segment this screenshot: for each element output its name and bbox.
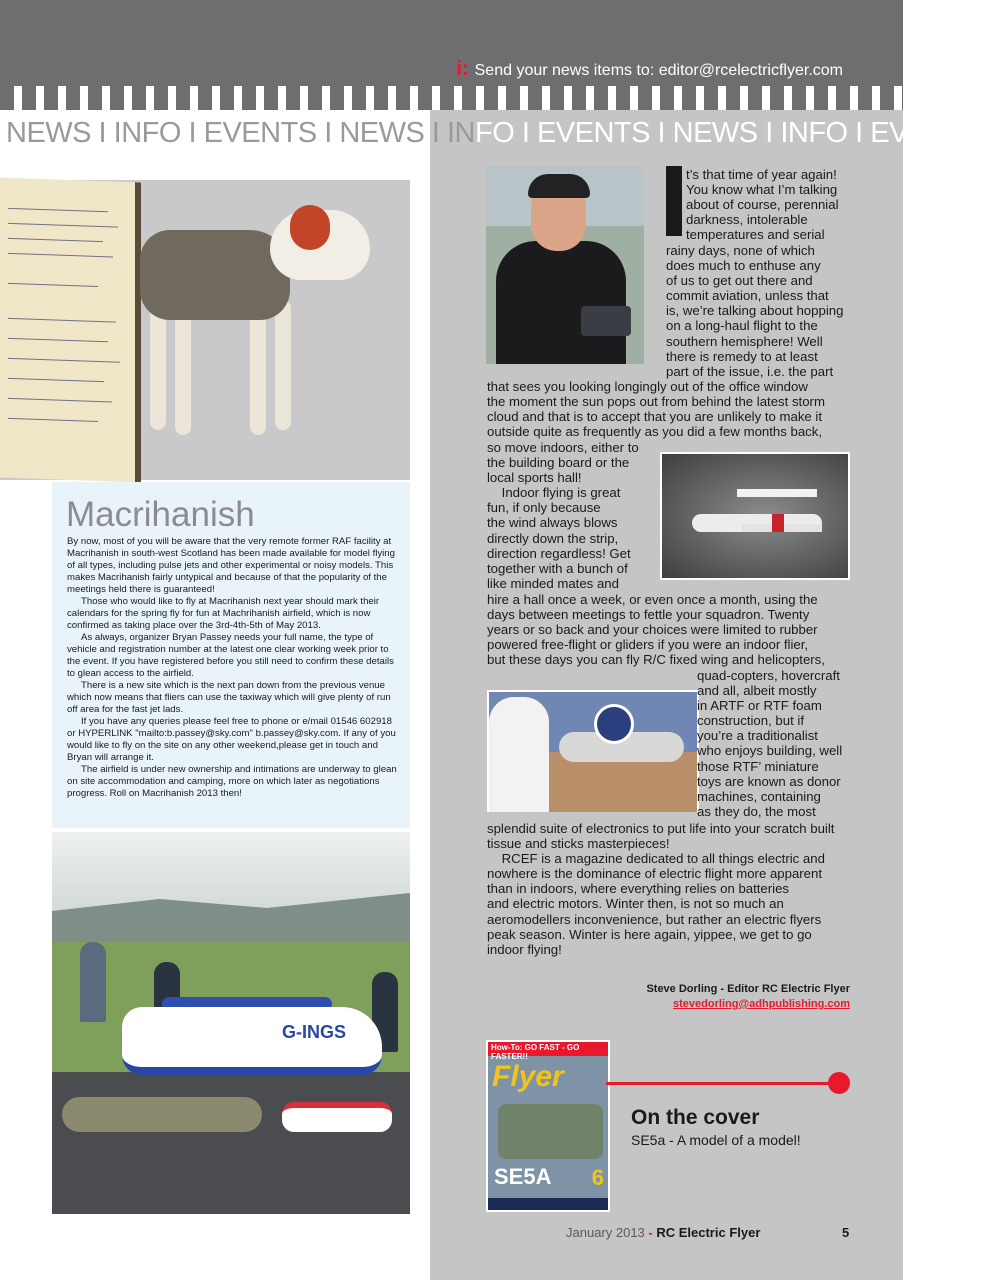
article-line: powered free-flight or gliders if you were an indoor flier, [487, 637, 809, 653]
article-line: local sports hall! [487, 470, 582, 486]
sidebar-paragraph: The airfield is under new ownership and intimations are underway to glean on site accommodation and camping, more on which later as negotiations progress. Roll on Macrihanish 2013 then! [67, 764, 397, 799]
page-footer [566, 1225, 760, 1240]
article-line: tissue and sticks masterpieces! [487, 836, 670, 852]
article-line: machines, containing [697, 788, 821, 804]
article-line: than in indoors, where everything relies on batteries [487, 881, 790, 897]
transmitter [581, 306, 631, 336]
logbook-page [0, 178, 141, 483]
article-line: nowhere is the dominance of electric flight more apparent [487, 866, 822, 882]
article-line: outside quite as frequently as you did a few months back, [487, 424, 823, 440]
article-line: quad-copters, hovercraft [697, 668, 840, 683]
sidebar-paragraph: By now, most of you will be aware that the very remote former RAF facility at Macrihanish in south-west Scotland has been made available for model flying of all types, including pulse jets and other experimental or noisy models. This makes Macrihanish fairly untypical and because of that the popularity of the meetings held there is guaranteed! [67, 536, 395, 595]
article-line: about of course, perennial [686, 197, 839, 213]
film-strip-divider [0, 86, 903, 110]
plane-registration: G-INGS [282, 1022, 347, 1042]
article-line: You know what I’m talking [686, 182, 838, 198]
article-block [487, 440, 639, 591]
article-line: so move indoors, either to [487, 440, 639, 455]
article-line: does much to enthuse any [666, 258, 821, 274]
sidebar-paragraph: If you have any queries please feel free to phone or e/mail 01546 602918 or HYPERLINK "mailto:b.passey@sky.com" b.passey@sky.com. If any of you would like to fly on the site on any other weekend,please get in touch and Bryan will arrange it. [67, 716, 396, 763]
article-line: in ARTF or RTF foam [697, 698, 822, 714]
article-line: is, we’re talking about hopping [666, 303, 844, 319]
article-line: directly down the strip, [487, 530, 619, 546]
issue-date: January 2013 [566, 1225, 645, 1240]
article-line: cloud and that is to accept that you are unlikely to make it [487, 409, 823, 425]
sidebar-body [67, 536, 399, 800]
article-line: years or so back and your choices were limited to rubber [487, 622, 818, 638]
editor-signature: Steve Dorling - Editor RC Electric Flyer [646, 983, 850, 995]
article-line: construction, but if [697, 713, 805, 729]
airfield-photo [52, 832, 410, 1214]
person [80, 942, 106, 1022]
sidebar-paragraph: As always, organizer Bryan Passey needs your full name, the type of vehicle and registration number at the latest one clear working week prior to the event. If you have registered before you still need to confirm these details to glean access to the airfield. [67, 632, 394, 679]
info-icon: i: [456, 58, 469, 80]
article-line: the moment the sun pops out from behind the latest storm [487, 394, 825, 410]
article-line: but these days you can fly R/C fixed wing and helicopters, [487, 652, 825, 668]
drop-cap [666, 166, 682, 236]
dog-ear [290, 205, 330, 250]
article-line: Indoor flying is great [487, 485, 621, 501]
magazine-name: RC Electric Flyer [656, 1225, 761, 1240]
article-line: indoor flying! [487, 941, 562, 957]
article-line: splendid suite of electronics to put life into your scratch built [487, 821, 835, 836]
news-submission-line [456, 58, 843, 81]
article-line: there is remedy to at least [666, 348, 818, 364]
article-line: toys are known as donor [697, 773, 841, 789]
article-line: as they do, the most [697, 803, 816, 819]
cover-plane [498, 1104, 603, 1159]
article-block [666, 243, 843, 379]
article-block [697, 668, 842, 819]
article-line: days between meetings to fettle your squadron. Twenty [487, 607, 810, 623]
article-block [487, 821, 834, 957]
cover-bullet [828, 1072, 850, 1094]
article-block [487, 592, 825, 667]
model-plane [62, 1097, 262, 1132]
cover-top-count: 6 [591, 1165, 604, 1190]
article-line: darkness, intolerable [686, 212, 808, 228]
article-line: on a long-haul flight to the [666, 318, 818, 334]
biplane-photo [660, 452, 850, 580]
article-line: direction regardless! Get [487, 545, 631, 561]
article-line: aeromodellers inconvenience, but rather an electric flyers [487, 911, 822, 927]
article-line: t’s that time of year again! [686, 167, 837, 182]
page-number: 5 [842, 1225, 850, 1240]
article-line: the wind always blows [487, 515, 618, 531]
send-text: Send your news items to: editor@rcelectricflyer.com [474, 62, 843, 79]
article-line: southern hemisphere! Well [666, 333, 823, 349]
article-line: who enjoys building, well [697, 743, 843, 759]
roundel [594, 704, 634, 744]
article-line: and electric motors. Winter then, is not so much an [487, 896, 784, 912]
section-header-left: NEWS I INFO I EVENTS I NEWS I IN [6, 117, 475, 149]
sidebar-title: Macrihanish [66, 495, 255, 534]
magazine-cover [486, 1040, 610, 1212]
article-block [686, 167, 839, 242]
sidebar-paragraph: Those who would like to fly at Macrihanish next year should mark their calendars for the spring fly for fun at Machrihanish airfield, which is now confirmed as taking place over the 3rd-4th-5th of May 2013. [67, 596, 380, 631]
article-line: of us to get out there and [666, 273, 813, 289]
article-line: you’re a traditionalist [697, 728, 818, 744]
cover-divider [606, 1082, 840, 1085]
section-header-right: FO I EVENTS I NEWS I INFO I EVENTS [475, 117, 983, 149]
article-line: RCEF is a magazine dedicated to all things electric and [487, 851, 825, 867]
article-line: temperatures and serial [686, 227, 825, 243]
footer-separator: - [644, 1225, 657, 1240]
editor-email-link[interactable]: stevedorling@adhpublishing.com [673, 998, 850, 1010]
cover-title: On the cover [631, 1106, 760, 1129]
article-line: those RTF’ miniature [697, 758, 819, 774]
article-line: together with a bunch of [487, 560, 628, 576]
article-line: that sees you looking longingly out of the office window [487, 379, 808, 394]
cover-headline: SE5A [494, 1164, 552, 1189]
article-block [487, 379, 825, 439]
article-line: hire a hall once a week, or even once a month, using the [487, 592, 818, 607]
cover-subtitle: SE5a - A model of a model! [631, 1132, 801, 1148]
section-header [6, 117, 983, 150]
article-line: the building board or the [487, 455, 630, 471]
article-line: peak season. Winter is here again, yippee, we get to go [487, 926, 812, 942]
article-line: and all, albeit mostly [697, 683, 817, 699]
cover-logo: Flyer [492, 1060, 564, 1093]
pilot-photo [486, 166, 644, 364]
cover-banner: How-To: GO FAST - GO FASTER!! [491, 1043, 580, 1061]
notebook-dog-photo [0, 180, 410, 480]
article-line: like minded mates and [487, 575, 619, 591]
article-line: part of the issue, i.e. the part [666, 363, 834, 379]
sidebar-paragraph: There is a new site which is the next pan down from the previous venue which now means that fliers can use the taxiway which will give plenty of run off area for the fast jet lads. [67, 680, 391, 715]
model-plane [282, 1102, 392, 1132]
dog-jacket [140, 230, 290, 320]
indoor-flying-photo [487, 690, 699, 812]
article-line: commit aviation, unless that [666, 288, 829, 304]
article-line: rainy days, none of which [666, 243, 815, 258]
article-line: fun, if only because [487, 500, 601, 516]
